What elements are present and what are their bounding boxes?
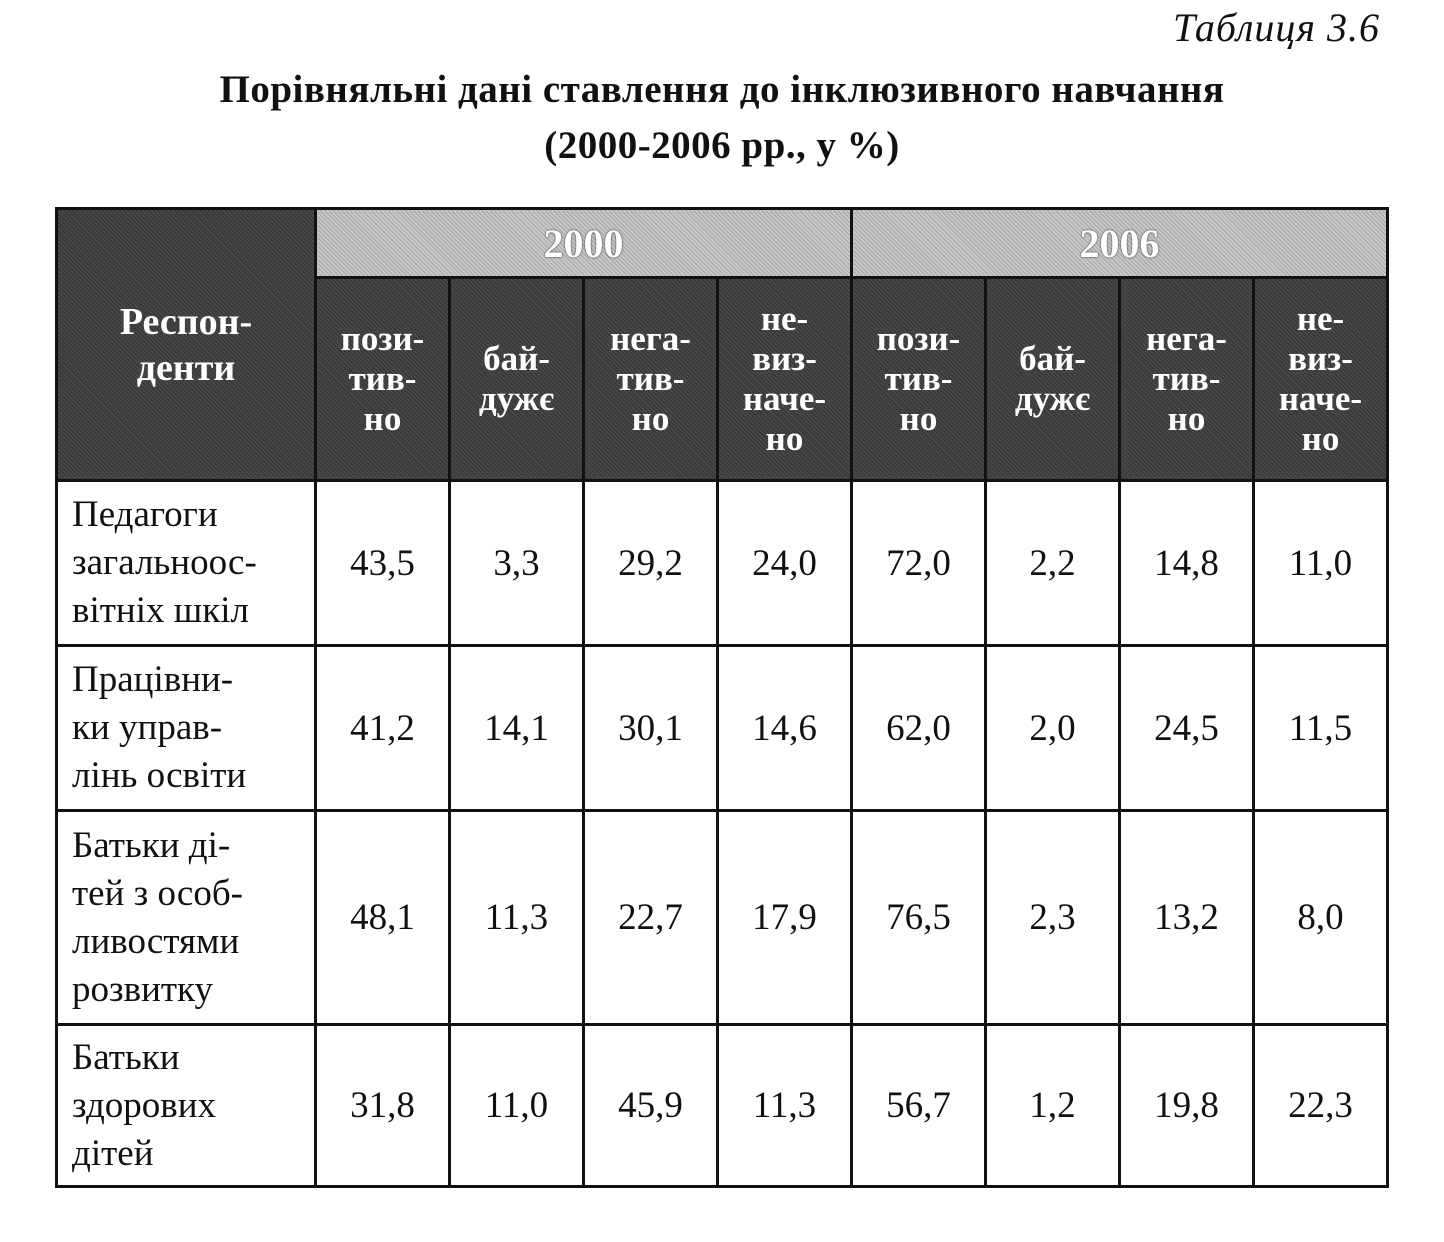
row-label-line: тей з особ- bbox=[72, 872, 243, 914]
subheader-line: бай- bbox=[1019, 339, 1086, 378]
subheader-2000-indifferent bbox=[450, 278, 584, 481]
table-number: Таблиця 3.6 bbox=[1173, 5, 1380, 50]
respondents-header-line: денти bbox=[136, 346, 236, 389]
subheader-2000-positive bbox=[316, 278, 450, 481]
comparison-table bbox=[55, 207, 1389, 1188]
subheader-line: нега- bbox=[1146, 319, 1227, 358]
table-row bbox=[57, 481, 1388, 646]
subheader-line: тив- bbox=[884, 359, 953, 398]
respondents-header-line: Респон- bbox=[119, 300, 253, 343]
year-header-row bbox=[57, 209, 1388, 278]
subheader-line: но bbox=[363, 399, 402, 438]
table-cell: 11,0 bbox=[450, 1025, 584, 1187]
table-cell: 48,1 bbox=[316, 811, 450, 1025]
table-cell: 24,0 bbox=[718, 481, 852, 646]
table-cell: 29,2 bbox=[584, 481, 718, 646]
subheader-line: тив- bbox=[1152, 359, 1221, 398]
table-cell: 1,2 bbox=[986, 1025, 1120, 1187]
table-cell: 11,3 bbox=[450, 811, 584, 1025]
row-label-education-workers bbox=[57, 646, 316, 811]
table-row bbox=[57, 646, 1388, 811]
title-line-2: (2000-2006 рр., у %) bbox=[544, 124, 900, 167]
year-2006-header: 2006 bbox=[852, 209, 1388, 278]
table-cell: 2,3 bbox=[986, 811, 1120, 1025]
subheader-line: наче- bbox=[1278, 379, 1363, 418]
subheader-line: но bbox=[765, 419, 804, 458]
subheader-2000-negative bbox=[584, 278, 718, 481]
table-cell: 11,3 bbox=[718, 1025, 852, 1187]
subheader-line: бай- bbox=[483, 339, 550, 378]
table-cell: 14,8 bbox=[1120, 481, 1254, 646]
table-cell: 19,8 bbox=[1120, 1025, 1254, 1187]
table-cell: 30,1 bbox=[584, 646, 718, 811]
table-cell: 76,5 bbox=[852, 811, 986, 1025]
row-label-line: Педагоги bbox=[72, 494, 218, 535]
subheader-2006-positive bbox=[852, 278, 986, 481]
row-label-parents-special-needs bbox=[57, 811, 316, 1025]
page-title bbox=[0, 62, 1444, 174]
subheader-line: пози- bbox=[876, 319, 961, 358]
table-cell: 14,6 bbox=[718, 646, 852, 811]
subheader-line: пози- bbox=[340, 319, 425, 358]
row-label-line: ливостями bbox=[72, 920, 240, 962]
subheader-line: тив- bbox=[348, 359, 417, 398]
row-label-line: дітей bbox=[72, 1132, 154, 1174]
subheader-line: но bbox=[899, 399, 938, 438]
table-cell: 45,9 bbox=[584, 1025, 718, 1187]
row-label-line: Батьки ді- bbox=[72, 824, 231, 866]
table-cell: 3,3 bbox=[450, 481, 584, 646]
table-cell: 2,2 bbox=[986, 481, 1120, 646]
subheader-line: виз- bbox=[752, 339, 817, 378]
table-cell: 41,2 bbox=[316, 646, 450, 811]
table-cell: 17,9 bbox=[718, 811, 852, 1025]
subheader-line: виз- bbox=[1288, 339, 1353, 378]
row-label-line: лінь освіти bbox=[72, 755, 247, 796]
subheader-2006-undecided bbox=[1254, 278, 1388, 481]
row-label-line: загальноос- bbox=[72, 542, 257, 583]
year-2000-header: 2000 bbox=[316, 209, 852, 278]
row-label-parents-healthy bbox=[57, 1025, 316, 1187]
table-row bbox=[57, 811, 1388, 1025]
subheader-2000-undecided bbox=[718, 278, 852, 481]
subheader-line: не- bbox=[760, 299, 809, 338]
subheader-2006-negative bbox=[1120, 278, 1254, 481]
table-cell: 22,7 bbox=[584, 811, 718, 1025]
table-cell: 72,0 bbox=[852, 481, 986, 646]
subheader-line: нега- bbox=[610, 319, 691, 358]
title-line-1: Порівняльні дані ставлення до інклюзивного навчання bbox=[219, 68, 1225, 111]
table-cell: 22,3 bbox=[1254, 1025, 1388, 1187]
row-label-line: Працівни- bbox=[72, 659, 234, 700]
row-label-line: Батьки bbox=[72, 1036, 180, 1078]
respondents-header bbox=[57, 209, 316, 481]
table-cell: 14,1 bbox=[450, 646, 584, 811]
table-row bbox=[57, 1025, 1388, 1187]
table-cell: 24,5 bbox=[1120, 646, 1254, 811]
table-cell: 2,0 bbox=[986, 646, 1120, 811]
table-cell: 31,8 bbox=[316, 1025, 450, 1187]
subheader-line: но bbox=[1301, 419, 1340, 458]
table-cell: 11,0 bbox=[1254, 481, 1388, 646]
row-label-line: вітніх шкіл bbox=[72, 590, 249, 631]
subheader-line: тив- bbox=[616, 359, 685, 398]
table-cell: 11,5 bbox=[1254, 646, 1388, 811]
table-cell: 43,5 bbox=[316, 481, 450, 646]
subheader-line: наче- bbox=[742, 379, 827, 418]
subheader-line: дужє bbox=[478, 379, 555, 418]
row-label-line: розвитку bbox=[72, 968, 214, 1010]
subheader-line: не- bbox=[1296, 299, 1345, 338]
subheader-line: но bbox=[631, 399, 670, 438]
table-cell: 13,2 bbox=[1120, 811, 1254, 1025]
table-cell: 56,7 bbox=[852, 1025, 986, 1187]
table-cell: 62,0 bbox=[852, 646, 986, 811]
table-cell: 8,0 bbox=[1254, 811, 1388, 1025]
subheader-line: дужє bbox=[1014, 379, 1091, 418]
subheader-2006-indifferent bbox=[986, 278, 1120, 481]
row-label-teachers bbox=[57, 481, 316, 646]
subheader-line: но bbox=[1167, 399, 1206, 438]
row-label-line: здорових bbox=[72, 1084, 217, 1126]
row-label-line: ки управ- bbox=[72, 707, 223, 748]
